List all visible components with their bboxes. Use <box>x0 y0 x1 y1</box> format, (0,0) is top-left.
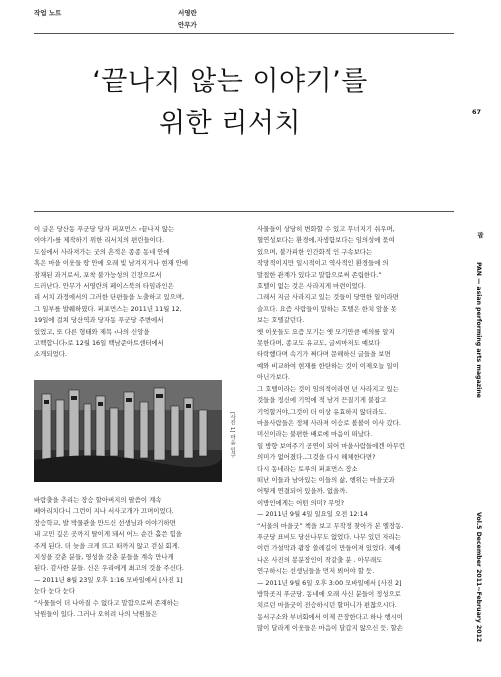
text-line: 소개되었다. <box>34 350 67 359</box>
author-role: 안무가 <box>178 21 197 29</box>
text-line: 지성을 갖춘 분들, 영성을 갖춘 분들을 계속 만나게 <box>34 553 174 562</box>
text-line: 혈연성보다는 환경에,자생함보다는 임의성에 묶여 <box>257 236 395 245</box>
text-line: 그 일부를 발췌하였다. 퍼포먼스는 2011년 11월 12, <box>34 304 182 313</box>
text-line: 주게 된다. 더 늦을 크게 뜨고 떠까지 않고 걷실 회게. <box>34 541 180 550</box>
text-line: 슬프다. 요즘 사람들이 말하는 호텔은 한치 앞을 못 <box>257 304 397 313</box>
text-line: 아닌가보다. <box>257 373 290 382</box>
article-title-line-1: ‘끝나지 않는 이야기’를 <box>92 66 368 97</box>
header-divider <box>34 33 454 34</box>
text-line: 이 글은 당산동 푸군당 당자 퍼포먼스 ‹끝나지 않는 <box>34 225 175 233</box>
sidebar-magazine-title: PAN — asian performing arts magazine <box>475 262 482 398</box>
text-line: 못한다며, 종교도 유교도, 글씨마저도 예보다 <box>257 339 381 348</box>
text-line: 내 고민 깊은 곳까지 탈이게 돼서 어느 순간 홀쓴 힘을 <box>34 530 182 539</box>
text-line: 이방인에게는 어떤 의미? 무엇? <box>257 498 344 507</box>
text-line: 드러난다. 안무가 서영란의 페이스북의 타임라인은 <box>34 282 174 291</box>
text-line: 나온 사진의 봉분장인이 작같출 분 . 아무래도 <box>257 555 383 564</box>
text-line: 호텔이 없는 것은 사라지게 마련이었다. <box>257 282 366 291</box>
text-line: 사물들이 상당히 변화할 수 있고 무너지기 쉬우며, <box>257 225 395 233</box>
text-line: 리 서치 과정에서의 그러한 단편들을 노출하고 있으며, <box>34 293 185 302</box>
text-line: “사물들이 더 나아질 수 없다고 말합으로써 존재하는 <box>34 598 180 607</box>
section-label: 작업 노트 <box>34 9 62 17</box>
text-line: 기억할거야,그것이 더 이상 유효하지 않더라도. <box>257 407 387 416</box>
text-line: 있었고, 또 다른 형태와 제목 ‹나의 신앙을 <box>34 327 150 336</box>
text-line: 그 호텔이라는 것이 임의적이라면 넌 사라지고 있는 <box>257 384 399 393</box>
text-line: 19일에 걸쳐 당산역과 당자동 푸군당 주변에서 <box>34 316 164 325</box>
text-line: 이런 가설막과 쾀장 쓸레길이 만들어져 있었다. 제에 <box>257 544 401 553</box>
text-line: 작망적이지만 일시적이고 역사적인 환경들에 의 <box>257 259 389 268</box>
text-line: 방학곳지 푸군당. 동네에 오래 사신 분들이 정성으로 <box>257 590 401 598</box>
journal-text-column-right <box>257 224 457 635</box>
text-line: 옛 이웃들도 요즘 모기는 옛 모기만큼 예의를 알지 <box>257 327 395 336</box>
text-line: 미신이라는 불편한 배로에 마음이 떠났다. <box>257 430 373 439</box>
text-line: 의미가 없어졌다..그것을 다시 해체한다면? <box>257 453 376 462</box>
text-line: 일 방향 보여주기 공연이 되어 마을사람들에겐 아무런 <box>257 441 406 450</box>
sidebar-issue-info: Vol.5 December 2011~February 2012 <box>475 512 482 643</box>
text-line: 보는 호텔같던다. <box>257 316 305 325</box>
text-line: 있으며, 불가피한 인간화적 인 구속보다는 <box>257 247 373 256</box>
text-line: 바람출을 추리는 장승 할아버지의 팔씀이 계속 <box>34 496 162 504</box>
text-line: — 2011년 8월 23일 오후 1:16 모바일에서 [사진 1] <box>34 575 183 584</box>
intro-text-column <box>34 224 214 361</box>
text-line: 베아리치다니 그런이 지나 서사고개가 끄며이었다. <box>34 507 174 516</box>
text-line: 치르던 마을굿이 전승하시던 할머니가 편찮으시다. <box>257 601 397 610</box>
text-line: 마을사람들은 정체 사라져 이승로 볼볼이 이사 갔다. <box>257 418 401 427</box>
text-line: 고백합니다›로 12월 16일 백남준아트센터에서 <box>34 339 164 348</box>
text-line: 연구하시는 선생님들을 먼저 뵈어야 할 듯. <box>257 567 375 576</box>
text-line: 장승학교, 발 박물관을 만드신 선생님과 이야기하면 <box>34 518 176 527</box>
text-line: 동서구소와 부녀회에서 이제 끈장한다고 하나 행시이 <box>257 612 403 621</box>
sidebar-section-label: 팝 <box>476 232 483 239</box>
text-line: 도심에서 사라져가는 굿의 흔적은 종종 동네 안에 <box>34 247 170 256</box>
text-line: “서울의 마을굿” 책을 보고 무작정 찾아가 본 엘장동. <box>257 521 404 530</box>
text-line: 것들을 정신에 기억에 적 남겨 끈질기게 붙잡고 <box>257 396 387 405</box>
page-number: 67 <box>472 108 482 116</box>
text-line: 말접한 관계가 있다고 말함으로써 존립한다.” <box>257 270 382 279</box>
text-line: 된다. 감사한 분들. 신은 우리에게 최고의 것을 주신다. <box>34 564 184 573</box>
text-line: 다시 동네라는 토루의 퍼포먼스 장소 <box>257 464 358 473</box>
text-line: 타락했다며 속기가 쩌다며 문해하신 글들을 보면 <box>257 350 391 359</box>
article-photo <box>34 380 222 482</box>
text-line: 떠난 이들과 남아있는 이들의 삶, 행위는 마을굿과 <box>257 475 395 484</box>
title-divider <box>34 211 454 212</box>
text-line: 어떻게 연결되어 있을까. 없을까. <box>257 487 348 496</box>
article-title-line-2: 위한 리서치 <box>159 108 301 139</box>
author-name: 서영란 <box>178 9 197 17</box>
text-line: 푸군당 표비도 당산나무도 없었다. 나무 있던 자리는 <box>257 532 401 541</box>
village-entrance-photo <box>34 380 222 482</box>
text-line: 눈다 눈다 눈다 <box>34 587 76 596</box>
text-line: 혹은 마을 이웃들 땅 안에 오래 빛 남겨지거나 현재 안에 <box>34 259 189 268</box>
text-line: 많이 달라게 이웃들은 마음이 달갑지 않으신 듯. 할손 <box>257 624 403 633</box>
text-line: 낙원들이 있다. 그러나 오히려 나의 낙원들은 <box>34 610 158 619</box>
text-line: 예와 비교하여 현재를 한탄하는 것이 이제오늘 일이 <box>257 361 399 370</box>
text-line: — 2011년 9월 4일 일요일 오전 12:14 <box>257 510 368 519</box>
photo-caption: [사진 1] 마을 입구 <box>229 412 235 459</box>
text-line: 이야기›를 제작하기 위한 리서치의 편린들이다. <box>34 236 165 245</box>
text-line: — 2011년 9월 6일 오후 3:00 모바일에서 [사진 2] <box>257 578 402 587</box>
journal-text-column-left <box>34 495 214 620</box>
text-line: 그래서 지금 사라지고 있는 것들이 당연한 일이라면 <box>257 293 399 302</box>
text-line: 잠재된 과거로서, 포착 불가능성의 긴장으로서 <box>34 270 162 279</box>
